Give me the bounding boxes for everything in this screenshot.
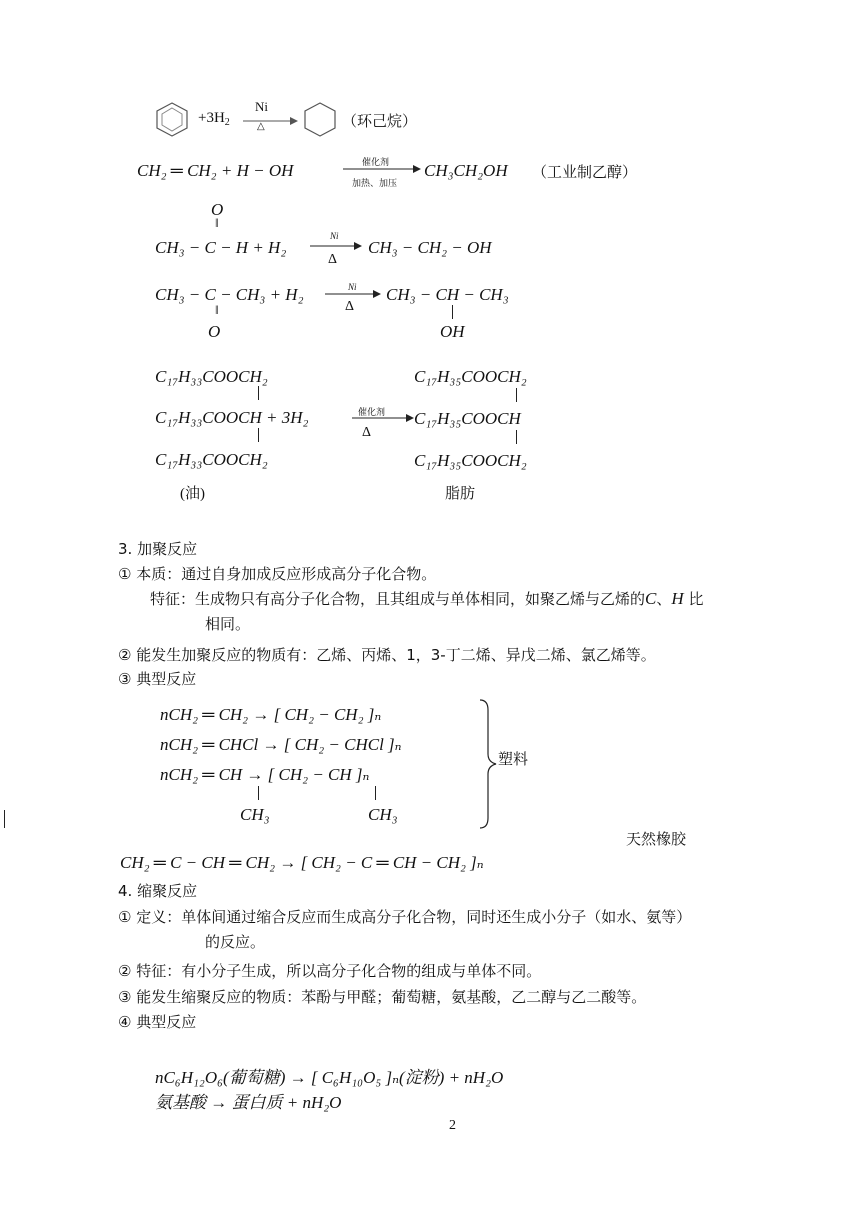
aldehyde-arrow — [310, 241, 362, 251]
ethanol-product: CH₃CH₂OH — [424, 161, 508, 180]
oil-condition: Δ — [362, 425, 372, 440]
section4-item3: ③ 能发生缩聚反应的物质：苯酚与甲醛；葡萄糖，氨基酸，乙二醇与乙二酸等。 — [118, 988, 647, 1006]
section4-item1-cont: 的反应。 — [205, 933, 266, 951]
oil-arrow — [352, 413, 414, 423]
aldehyde-double-bond: ‖ — [215, 215, 219, 230]
oil-right-2: C₁₇H₃₅COOCH — [414, 409, 521, 428]
poly-ethylene: nCH₂ ═ CH₂ → [ CH₂ − CH₂ ]ₙ — [160, 705, 382, 724]
poly-vinyl-chloride: nCH₂ ═ CHCl → [ CH₂ − CHCl ]ₙ — [160, 735, 402, 754]
aldehyde-oxygen: O — [211, 200, 224, 219]
plastic-label: 塑料 — [498, 750, 529, 768]
starch-equation: nC₆H₁₂O₆(葡萄糖) → [ C₆H₁₀O₅ ]ₙ(淀粉) + nH₂O — [155, 1068, 504, 1087]
section4-item1: ① 定义：单体间通过缩合反应而生成高分子化合物，同时还生成小分子（如水、氨等） — [118, 908, 692, 926]
section4-item2: ② 特征：有小分子生成，所以高分子化合物的组成与单体不同。 — [118, 962, 542, 980]
propylene-methyl-right: CH₃ — [368, 805, 398, 824]
ketone-lhs: CH₃ − C − CH₃ + H₂ — [155, 285, 304, 304]
aldehyde-product: CH₃ − CH₂ − OH — [368, 238, 492, 257]
section3-feature-cont: 相同。 — [205, 615, 251, 633]
section3-feature: 特征：生成物只有高分子化合物，且其组成与单体相同，如聚乙烯与乙烯的C、H 比 — [150, 589, 704, 608]
page-number: 2 — [449, 1118, 456, 1133]
benzene-reagent: $+3H_2$ — [198, 110, 230, 128]
ethylene-note: （工业制乙醇） — [532, 163, 638, 181]
ethylene-arrow — [343, 164, 421, 174]
section3-item1: ① 本质：通过自身加成反应形成高分子化合物。 — [118, 565, 437, 583]
section3-title: 3. 加聚反应 — [118, 540, 198, 558]
rubber-equation: CH₂ ═ C − CH ═ CH₂ → [ CH₂ − C ═ CH − CH₂ ]ₙ — [120, 853, 484, 872]
margin-mark — [4, 810, 5, 828]
oil-right-3: C₁₇H₃₅COOCH₂ — [414, 451, 527, 470]
ketone-arrow — [325, 289, 381, 299]
aldehyde-catalyst: Ni — [330, 231, 339, 241]
ketone-product: CH₃ − CH − CH₃ — [386, 285, 509, 304]
aldehyde-lhs: CH₃ − C − H + H₂ — [155, 238, 287, 257]
ketone-oxygen: O — [208, 322, 221, 341]
poly-propylene: nCH₂ ═ CH → [ CH₂ − CH ]ₙ — [160, 765, 370, 784]
section3-item3: ③ 典型反应 — [118, 670, 197, 688]
ethylene-condition: 加热、加压 — [352, 179, 398, 189]
aldehyde-condition: Δ — [328, 252, 338, 267]
oil-left-2: C₁₇H₃₃COOCH + 3H₂ — [155, 408, 309, 427]
oil-left-1: C₁₇H₃₃COOCH₂ — [155, 367, 268, 386]
section3-item2: ② 能发生加聚反应的物质有：乙烯、丙烯、1，3-丁二烯、异戊二烯、氯乙烯等。 — [118, 646, 656, 664]
ketone-condition: Δ — [345, 299, 355, 314]
ketone-oh: OH — [440, 322, 465, 341]
oil-right-1: C₁₇H₃₅COOCH₂ — [414, 367, 527, 386]
ethylene-catalyst: 催化剂 — [362, 158, 390, 168]
ethylene-lhs: CH₂ ═ CH₂ + H − OH — [137, 161, 294, 180]
fat-label: 脂肪 — [445, 484, 476, 502]
oil-catalyst: 催化剂 — [358, 408, 386, 418]
section4-title: 4. 缩聚反应 — [118, 882, 198, 900]
cyclohexane-label: （环己烷） — [342, 112, 418, 130]
section4-item4: ④ 典型反应 — [118, 1013, 197, 1031]
benzene-condition: △ — [257, 121, 265, 132]
propylene-methyl-left: CH₃ — [240, 805, 270, 824]
ketone-catalyst: Ni — [348, 282, 357, 292]
oil-label: (油) — [180, 486, 205, 502]
benzene-catalyst: Ni — [255, 99, 268, 114]
rubber-label: 天然橡胶 — [626, 830, 687, 848]
ketone-double-bond: ‖ — [215, 302, 219, 317]
protein-equation: 氨基酸 → 蛋白质 + nH₂O — [155, 1093, 342, 1112]
oil-left-3: C₁₇H₃₃COOCH₂ — [155, 450, 268, 469]
ketone-bond — [452, 305, 453, 319]
cyclohexane-ring — [305, 103, 335, 136]
plastic-brace — [478, 698, 498, 830]
